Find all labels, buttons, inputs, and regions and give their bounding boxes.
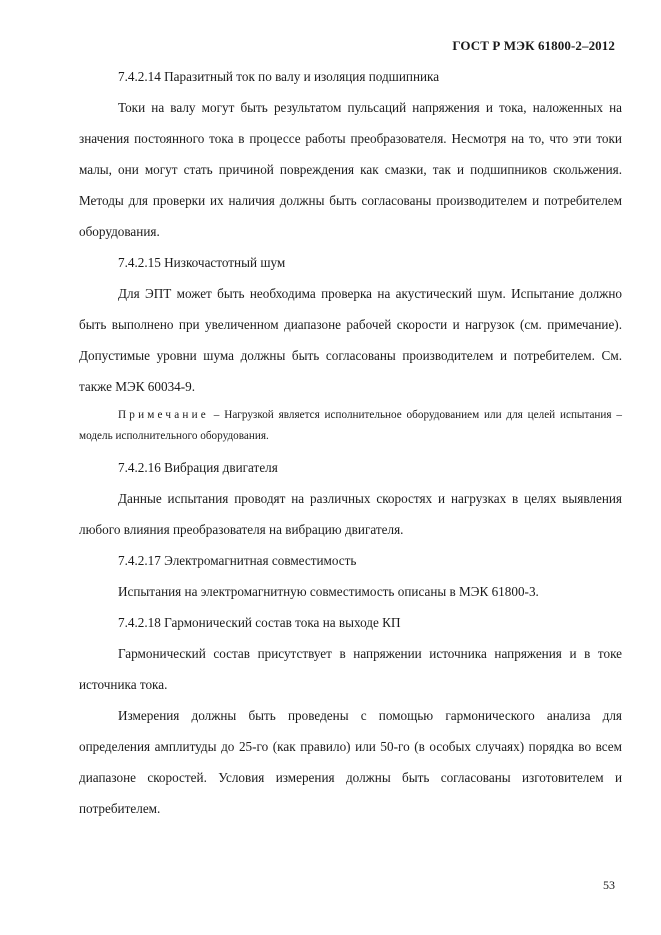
section-paragraph: Для ЭПТ может быть необходима проверка на акустический шум. Испытание должно быть выполнено при увеличенном диапазоне рабочей скорости и нагрузок (см. примечание). Допустимые уровни шума должны быть согласованы производителем и потребителем. См. также МЭК 60034-9.: [79, 286, 622, 394]
section-heading-7-4-2-14: 7.4.2.14 Паразитный ток по валу и изоляция подшипника: [118, 69, 440, 84]
section-paragraph: Токи на валу могут быть результатом пульсаций напряжения и тока, наложенных на значения постоянного тока в процессе работы преобразователя. Несмотря на то, что эти токи малы, они могут стать причиной повреждения как смазки, так и подшипников скольжения. Методы для проверки их наличия должны быть согласованы производителем и потребителем оборудования.: [79, 100, 622, 239]
section-heading-7-4-2-17: 7.4.2.17 Электромагнитная совместимость: [118, 553, 357, 568]
note: [79, 405, 622, 447]
note-label: Примечание: [118, 409, 209, 421]
section-paragraph: Данные испытания проводят на различных скоростях и нагрузках в целях выявления любого влияния преобразователя на вибрацию двигателя.: [79, 491, 622, 537]
section-paragraph: Измерения должны быть проведены с помощью гармонического анализа для определения амплитуды до 25-го (как правило) или 50-го (в особых случаях) порядка во всем диапазоне скоростей. Условия измерения должны быть согласованы изготовителем и потребителем.: [79, 708, 622, 816]
note-text: – Нагрузкой является исполнительное оборудованием или для целей испытания – модель исполнительного оборудования.: [79, 409, 622, 442]
page-number: 53: [603, 878, 615, 892]
section-heading-7-4-2-16: 7.4.2.16 Вибрация двигателя: [118, 460, 278, 475]
section-paragraph: Испытания на электромагнитную совместимость описаны в МЭК 61800-3.: [118, 584, 539, 599]
section-paragraph: Гармонический состав присутствует в напряжении источника напряжения и в токе источника тока.: [79, 646, 622, 692]
page-content: [79, 61, 622, 824]
section-heading-7-4-2-15: 7.4.2.15 Низкочастотный шум: [118, 255, 286, 270]
standard-designation: ГОСТ Р МЭК 61800-2–2012: [452, 38, 615, 53]
section-heading-7-4-2-18: 7.4.2.18 Гармонический состав тока на выходе КП: [118, 615, 401, 630]
